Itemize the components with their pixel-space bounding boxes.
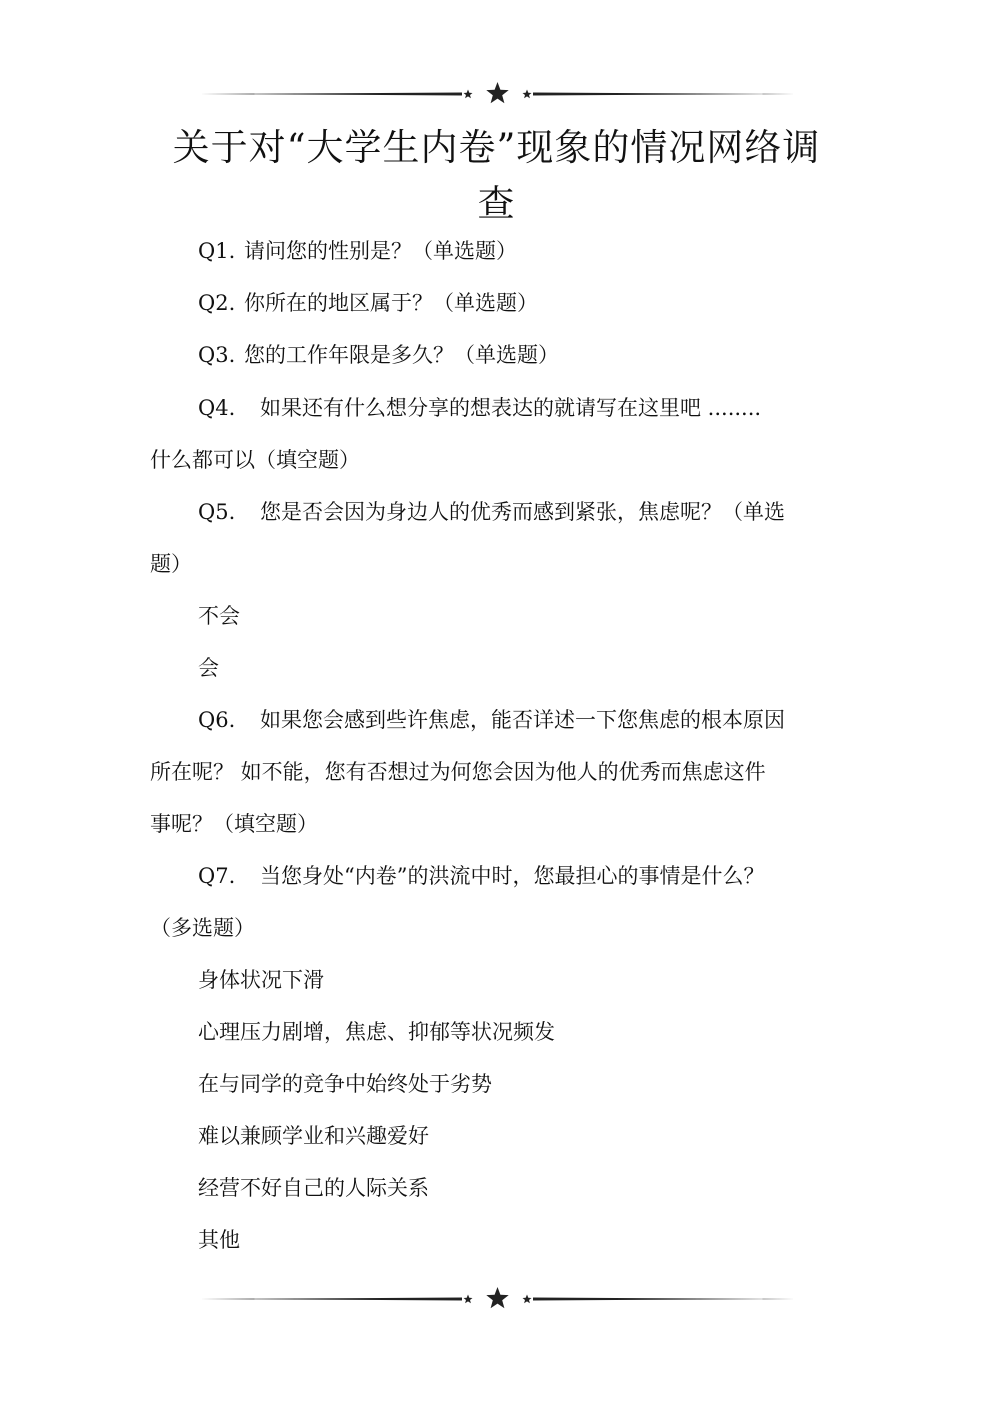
question-6: [198, 705, 785, 735]
question-text: 如果您会感到些许焦虑，能否详述一下您焦虑的根本原因: [260, 708, 785, 732]
question-text: 您是否会因为身边人的优秀而感到紧张，焦虑呢？（单选: [260, 500, 785, 524]
question-3: [198, 340, 559, 370]
question-6-continued: 所在呢？ 如不能，您有否想过为何您会因为他人的优秀而焦虑这件: [150, 760, 766, 784]
bottom-ornament: [200, 1284, 795, 1314]
question-7-option: 在与同学的竞争中始终处于劣势: [198, 1072, 492, 1096]
question-text: 如果还有什么想分享的想表达的就请写在这里吧 ........: [260, 396, 762, 420]
question-7: [198, 861, 764, 891]
question-number: Q1.: [198, 239, 236, 263]
question-number: Q7.: [198, 864, 236, 888]
question-number: Q5.: [198, 500, 236, 524]
question-6-continued: 事呢？（填空题）: [150, 812, 318, 836]
question-text: 请问您的性别是？（单选题）: [244, 239, 517, 263]
question-5-option: 会: [198, 656, 219, 680]
question-5: [198, 497, 785, 527]
document-title: [150, 120, 843, 232]
title-line-1: 关于对“大学生内卷”现象的情况网络调: [172, 126, 821, 169]
title-line-2: 查: [477, 182, 516, 225]
question-7-option: 其他: [198, 1228, 240, 1252]
question-7-option: 身体状况下滑: [198, 968, 324, 992]
question-2: [198, 288, 538, 318]
question-5-option: 不会: [198, 604, 240, 628]
question-text: 当您身处“内卷”的洪流中时，您最担心的事情是什么？: [260, 864, 765, 888]
question-1: [198, 236, 517, 266]
question-4-continued: 什么都可以（填空题）: [150, 448, 360, 472]
top-ornament: [200, 79, 795, 109]
question-5-continued: 题）: [150, 552, 192, 576]
divider-star-icon: [200, 1284, 795, 1314]
question-number: Q6.: [198, 708, 236, 732]
question-7-continued: （多选题）: [150, 916, 255, 940]
question-text: 你所在的地区属于？（单选题）: [244, 291, 538, 315]
question-number: Q2.: [198, 291, 236, 315]
question-number: Q3.: [198, 343, 236, 367]
question-number: Q4.: [198, 396, 236, 420]
divider-star-icon: [200, 79, 795, 109]
question-7-option: 心理压力剧增，焦虑、抑郁等状况频发: [198, 1020, 555, 1044]
question-text: 您的工作年限是多久？（单选题）: [244, 343, 559, 367]
question-4: [198, 393, 761, 423]
question-7-option: 经营不好自己的人际关系: [198, 1176, 429, 1200]
question-7-option: 难以兼顾学业和兴趣爱好: [198, 1124, 429, 1148]
